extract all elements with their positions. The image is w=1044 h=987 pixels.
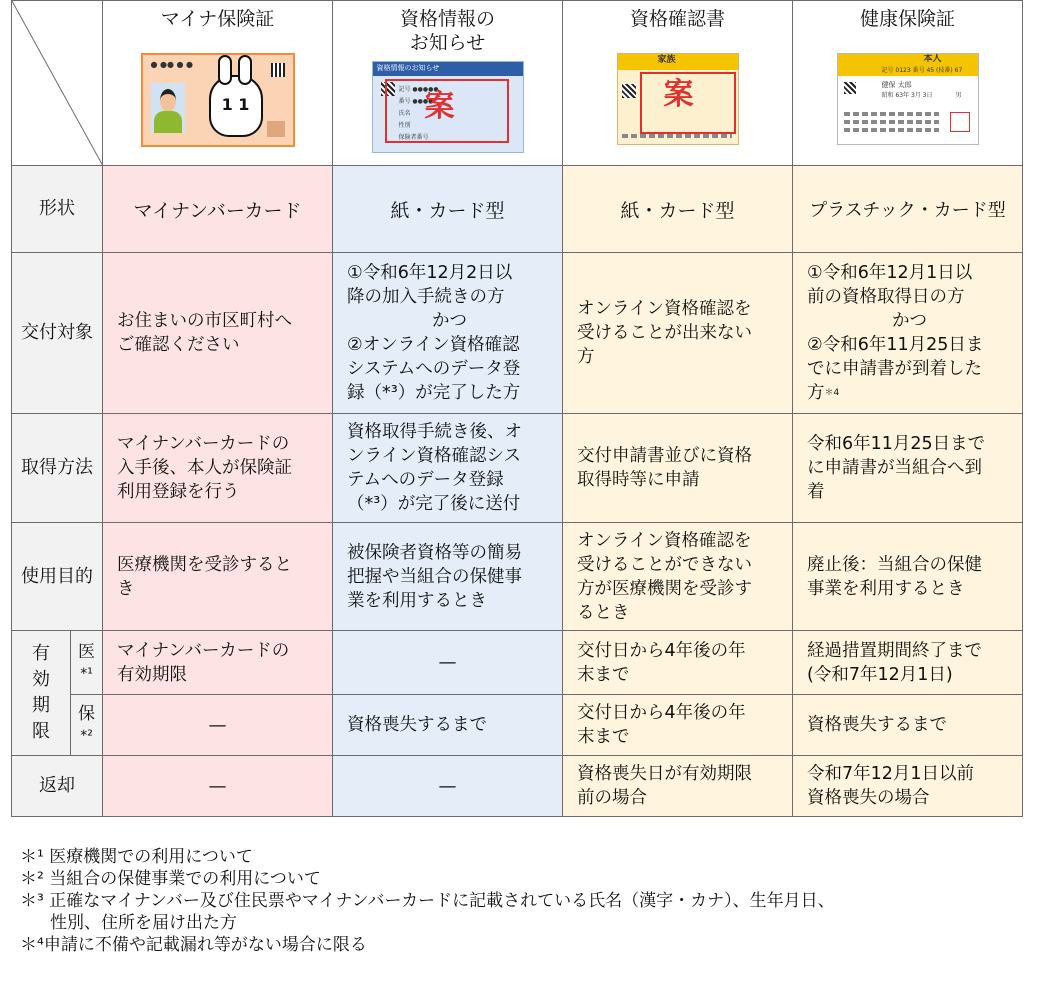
cell-yuko-i-myna: マイナンバーカードの 有効期限 (103, 631, 333, 695)
row-henkyaku (12, 756, 1023, 817)
row-yuko-i (12, 631, 1023, 695)
cell-keijo-notice: 紙・カード型 (333, 166, 563, 253)
cell-shutoku-kakunin: 交付申請書並びに資格 取得時等に申請 (563, 414, 793, 523)
row-label-yuko: 有 効 期 限 (12, 631, 71, 756)
cell-yuko-i-hoken: 経過措置期間終了まで (令和7年12月1日) (793, 631, 1023, 695)
cell-keijo-myna: マイナンバーカード (103, 166, 333, 253)
cell-shutoku-notice: 資格取得手続き後、オ ンライン資格確認シス テムへのデータ登録 （*³）が完了後に送付 (333, 414, 563, 523)
myna-card-image (141, 53, 295, 147)
header-myna (103, 1, 333, 166)
cell-kofu-myna: お住まいの市区町村へ ご確認ください (103, 253, 333, 414)
header-notice-label-1: 資格情報の (399, 8, 495, 30)
row-kofu (12, 253, 1023, 414)
row-label-kofu: 交付対象 (12, 253, 103, 414)
footnotes (20, 846, 835, 956)
row-keijo (12, 166, 1023, 253)
header-hoken (793, 1, 1023, 166)
kakunin-card-image (617, 53, 739, 145)
notice-card-title: 資格情報のお知らせ (376, 64, 440, 72)
row-label-keijo: 形状 (12, 166, 103, 253)
cell-kofu-notice: ①令和6年12月2日以 降の加入手続きの方 かつ ②オンライン資格確認 システムへのデータ登 録（*³）が完了した方 (333, 253, 563, 414)
draft-stamp-icon: 案 (424, 89, 455, 124)
myna-photo (151, 83, 185, 133)
corner-cell (12, 1, 103, 166)
hoken-card-title: 本人 (923, 54, 942, 64)
cell-kofu-kakunin: オンライン資格確認を 受けることが出来ない 方 (563, 253, 793, 414)
footnote-1: ＊¹ 医療機関での利用について (20, 847, 253, 867)
header-myna-label: マイナ保険証 (160, 8, 275, 30)
cell-henkyaku-notice: — (333, 756, 563, 817)
cell-shiyo-notice: 被保険者資格等の簡易 把握や当組合の保健事 業を利用するとき (333, 523, 563, 631)
hoken-card-name: 健保 太郎 (881, 81, 912, 89)
cell-yuko-i-kakunin: 交付日から4年後の年 末まで (563, 631, 793, 695)
cell-shutoku-hoken: 令和6年11月25日まで に申請書が当組合へ到 着 (793, 414, 1023, 523)
footnote-4: ＊⁴申請に不備や記載漏れ等がない場合に限る (20, 935, 367, 955)
row-yuko-ho (12, 695, 1023, 756)
sub-label-i: 医 *¹ (71, 631, 103, 695)
cell-henkyaku-myna: — (103, 756, 333, 817)
notice-card-image: 資格情報のお知らせ 記号 ●●●●● 番号 ●●●● 氏名 性別 保険者番号 案 (372, 61, 524, 153)
header-hoken-label: 健康保険証 (859, 8, 955, 30)
footnote-3-cont: 性別、住所を届け出た方 (50, 913, 237, 933)
row-label-shiyo: 使用目的 (12, 523, 103, 631)
cell-shiyo-myna: 医療機関を受診すると き (103, 523, 333, 631)
cell-shutoku-myna: マイナンバーカードの 入手後、本人が保険証 利用登録を行う (103, 414, 333, 523)
cell-shiyo-kakunin: オンライン資格確認を 受けることができない 方が医療機関を受診す るとき (563, 523, 793, 631)
mynaportal-mascot-icon: 1 1 (209, 75, 263, 137)
footnote-2: ＊² 当組合の保健事業での利用について (20, 869, 321, 889)
comparison-table (11, 0, 1023, 817)
cell-keijo-kakunin: 紙・カード型 (563, 166, 793, 253)
sub-label-ho: 保 *² (71, 695, 103, 756)
row-shiyo (12, 523, 1023, 631)
header-kakunin (563, 1, 793, 166)
footnote-3: ＊³ 正確なマイナンバー及び住民票やマイナンバーカードに記載されている氏名（漢字・カナ）、生年月日、 (20, 891, 835, 911)
row-label-shutoku: 取得方法 (12, 414, 103, 523)
row-shutoku (12, 414, 1023, 523)
header-kakunin-label: 資格確認書 (629, 8, 725, 30)
header-notice (333, 1, 563, 166)
diagonal-line (12, 1, 103, 166)
cell-henkyaku-kakunin: 資格喪失日が有効期限 前の場合 (563, 756, 793, 817)
myna-card-dots: ● ●● ● ● (150, 60, 194, 69)
cell-shiyo-hoken: 廃止後：当組合の保健 事業を利用するとき (793, 523, 1023, 631)
kakunin-card-title: 家族 (657, 55, 676, 65)
cell-yuko-ho-hoken: 資格喪失するまで (793, 695, 1023, 756)
row-label-henkyaku: 返却 (12, 756, 103, 817)
cell-henkyaku-hoken: 令和7年12月1日以前 資格喪失の場合 (793, 756, 1023, 817)
draft-stamp-icon-2: 案 (663, 77, 694, 112)
hoken-card-image: 本人 記号 0123 番号 45 (枝番) 67 健保 太郎 昭和 63年 3月 3日 男 (837, 53, 979, 145)
cell-yuko-ho-myna: — (103, 695, 333, 756)
note4-mark: ＊4 (824, 388, 840, 398)
cell-keijo-hoken: プラスチック・カード型 (793, 166, 1023, 253)
cell-kofu-hoken: ①令和6年12月1日以 前の資格取得日の方 かつ ②令和6年11月25日ま でに申請書が到着した 方$^{*4}$ (793, 253, 1023, 414)
cell-yuko-ho-notice: 資格喪失するまで (333, 695, 563, 756)
cell-yuko-ho-kakunin: 交付日から4年後の年 末まで (563, 695, 793, 756)
cell-yuko-i-notice: — (333, 631, 563, 695)
header-notice-label-2: お知らせ (409, 32, 486, 54)
